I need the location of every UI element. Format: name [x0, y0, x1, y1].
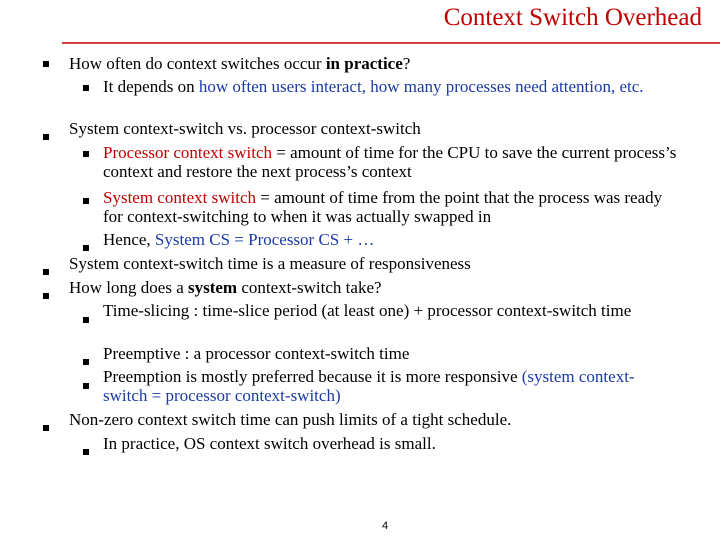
sub-4-3-text: Preemption is mostly preferred because it is more responsive — [103, 367, 522, 386]
bullet-icon — [43, 134, 49, 140]
sub-item-1-1 — [103, 77, 663, 96]
sub-2-3-formula: System CS = Processor CS + … — [154, 230, 375, 249]
sub-2-1-term: Processor context switch — [103, 143, 273, 162]
sub-1-1-text: It depends on — [103, 77, 199, 96]
bullet-4-bold: system — [187, 278, 238, 297]
bullet-item-5: Non-zero context switch time can push limits of a tight schedule. — [69, 410, 512, 429]
bullet-1-suffix: ? — [402, 54, 411, 73]
bullet-icon — [43, 61, 49, 67]
sub-item-4-1: Time-slicing : time-slice period (at least one) + processor context-switch time — [103, 301, 632, 320]
bullet-item-1 — [69, 53, 410, 75]
sub-bullet-icon — [83, 359, 89, 365]
sub-item-4-3 — [103, 367, 673, 405]
sub-2-2-text: = amount of time from the point that the process was ready for context-switching to when it was actually swapped in — [103, 188, 663, 226]
sub-1-1-highlight: how often users interact, how many processes need attention, etc. — [198, 77, 644, 96]
sub-item-5-1: In practice, OS context switch overhead is small. — [103, 434, 436, 453]
bullet-item-4 — [69, 277, 382, 299]
bullet-4-suffix: context-switch take? — [237, 278, 382, 297]
sub-2-2-term: System context switch — [103, 188, 256, 207]
sub-4-3-note: (system context-switch = processor context-switch) — [103, 367, 635, 405]
sub-bullet-icon — [83, 151, 89, 157]
sub-item-2-2 — [103, 188, 663, 226]
bullet-4-text: How long does a — [69, 278, 188, 297]
page-number: 4 — [382, 520, 389, 532]
bullet-icon — [43, 293, 49, 299]
sub-bullet-icon — [83, 245, 89, 251]
bullet-1-text: How often do context switches occur — [69, 54, 326, 73]
bullet-icon — [43, 425, 49, 431]
sub-bullet-icon — [83, 317, 89, 323]
sub-bullet-icon — [83, 449, 89, 455]
bullet-1-bold: in practice — [325, 54, 403, 73]
slide-title: Context Switch Overhead — [443, 4, 702, 31]
bullet-item-2: System context-switch vs. processor context-switch — [69, 119, 421, 138]
sub-bullet-icon — [83, 383, 89, 389]
sub-bullet-icon — [83, 85, 89, 91]
title-underline — [62, 42, 720, 44]
sub-item-2-3 — [103, 229, 374, 251]
bullet-item-3: System context-switch time is a measure of responsiveness — [69, 254, 471, 273]
sub-item-4-2: Preemptive : a processor context-switch time — [103, 344, 410, 363]
sub-2-3-text: Hence, — [103, 230, 155, 249]
bullet-icon — [43, 269, 49, 275]
sub-item-2-1 — [103, 143, 703, 181]
sub-2-1-text: = amount of time for the CPU to save the current process’s context and restore the next process’s context — [103, 143, 677, 181]
sub-bullet-icon — [83, 198, 89, 204]
